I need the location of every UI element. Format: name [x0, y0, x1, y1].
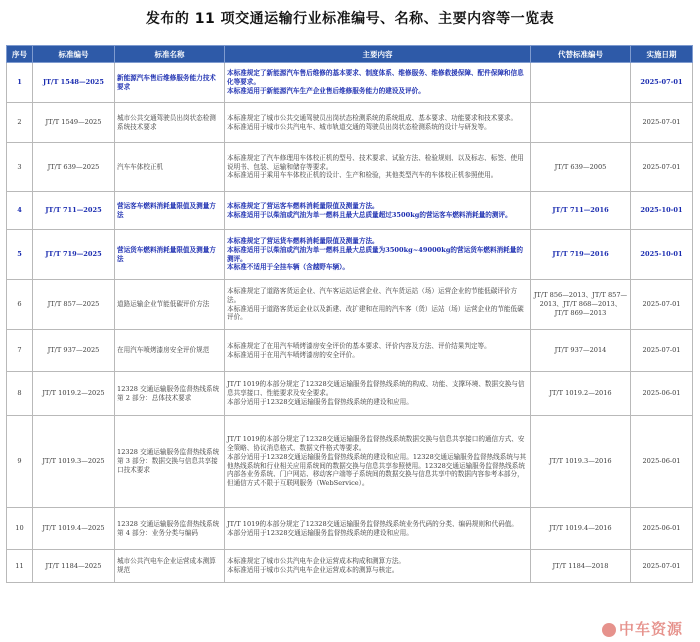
cell-code: JT/T 1548—2025: [33, 63, 115, 103]
cell-replaces: [531, 63, 631, 103]
table-body: [7, 63, 693, 583]
cell-replaces: JT/T 639—2005: [531, 143, 631, 192]
cell-name: 城市公共交通驾驶员出岗状态检测系统技术要求: [115, 103, 225, 143]
header-name: 标准名称: [115, 46, 225, 63]
page-title: 发布的 11 项交通运输行业标准编号、名称、主要内容等一览表: [145, 11, 555, 27]
table-row: [7, 280, 693, 330]
content-line: 本部分适用于12328交通运输服务监督热线系统的建设和应用。: [227, 397, 413, 406]
cell-date: 2025-06-01: [631, 508, 693, 550]
cell-date: 2025-07-01: [631, 63, 693, 103]
table-row: [7, 143, 693, 192]
content-line: 本标准适用于道路客货运企业以及新建、改扩建和在用的汽车客（货）运站（场）运营企业的节能低碳评价。: [227, 304, 524, 322]
cell-index: 4: [7, 192, 33, 230]
cell-name: 营运客车燃料消耗量限值及测量方法: [115, 192, 225, 230]
cell-name: 城市公共汽电车企业运营成本测算规范: [115, 550, 225, 583]
content-line: 本标准适用于新能源汽车生产企业售后维修服务能力的建设及评价。: [227, 86, 425, 95]
cell-code: JT/T 1019.3—2025: [33, 416, 115, 508]
cell-index: 9: [7, 416, 33, 508]
cell-content: [225, 330, 531, 372]
content-line: 本标准适用于以柴油或汽油为单一燃料且最大总质量为3500kg~49000kg的营运货车燃料消耗量的测评。: [227, 245, 523, 263]
content-line: 本部分适用于12328交通运输服务监督热线系统的建设和应用。: [227, 528, 413, 537]
content-line: 本标准适用于乘用车车体校正机的设计、生产和检验，其他类型汽车的车体校正机参照使用。: [227, 171, 498, 180]
cell-name: 12328 交通运输服务监督热线系统 第 2 部分：总体技术要求: [115, 372, 225, 416]
table-row: [7, 63, 693, 103]
header-code: 标准编号: [33, 46, 115, 63]
content-line: 本标准规定了汽车修理用车体校正机的型号、技术要求、试验方法、检验规则、以及标志、标签、使用说明书、包装、运输和储存等要求。: [227, 153, 524, 171]
header-date: 实施日期: [631, 46, 693, 63]
cell-replaces: JT/T 719—2016: [531, 230, 631, 280]
cell-content: [225, 230, 531, 280]
cell-code: JT/T 937—2025: [33, 330, 115, 372]
header-index: 序号: [7, 46, 33, 63]
content-line: 本标准适用于以柴油或汽油为单一燃料且最大总质量超过3500kg的营运客车燃料消耗量的测评。: [227, 210, 512, 219]
cell-date: 2025-07-01: [631, 550, 693, 583]
content-line: JT/T 1019的本部分规定了12328交通运输服务监督热线系统业务代码的分类、编码规则和代码值。: [227, 519, 518, 528]
content-line: 本标准适用于在用汽车喷烤漆房的安全评价。: [227, 350, 359, 359]
cell-code: JT/T 857—2025: [33, 280, 115, 330]
cell-content: [225, 63, 531, 103]
content-line: 本标准适用于城市公共汽电车、城市轨道交通的驾驶员出岗状态检测系统的设计与研发等。: [227, 122, 491, 131]
table-row: [7, 550, 693, 583]
cell-name: 营运货车燃料消耗量限值及测量方法: [115, 230, 225, 280]
cell-replaces: JT/T 856—2013、JT/T 857—2013、JT/T 868—2013、JT/T 869—2013: [531, 280, 631, 330]
cell-content: [225, 416, 531, 508]
cell-code: JT/T 719—2025: [33, 230, 115, 280]
content-line: JT/T 1019的本部分规定了12328交通运输服务监督热线系统数据交换与信息共享接口的通信方式、安全策略、协议消息格式、数据文件格式等要求。: [227, 434, 525, 452]
cell-index: 5: [7, 230, 33, 280]
cell-name: 12328 交通运输服务监督热线系统 第 4 部分：业务分类与编码: [115, 508, 225, 550]
cell-index: 7: [7, 330, 33, 372]
cell-content: [225, 550, 531, 583]
content-line: 本部分适用于12328交通运输服务监督热线系统的建设和应用。12328交通运输服务监督热线系统与其他热线系统和行业相关应用系统间的数据交换与信息共享参照使用。12328交通运输服务监督热线系统内部各业务系统、门户网站、移动客户端等子系统间的数据交换与信息共享中的数据内容参考本部分，但通信方式不限于互联网服务（WebService）。: [227, 452, 527, 488]
cell-replaces: JT/T 1184—2018: [531, 550, 631, 583]
table-header-row: [7, 46, 693, 63]
standards-table: [6, 45, 693, 583]
cell-index: 10: [7, 508, 33, 550]
cell-replaces: JT/T 1019.4—2016: [531, 508, 631, 550]
table-row: [7, 416, 693, 508]
cell-code: JT/T 1549—2025: [33, 103, 115, 143]
cell-replaces: JT/T 937—2014: [531, 330, 631, 372]
table-row: [7, 330, 693, 372]
cell-date: 2025-06-01: [631, 372, 693, 416]
cell-index: 8: [7, 372, 33, 416]
content-line: 本标准规定了道路客货运企业、汽车客运站运营企业、汽车货运站（场）运营企业的节能低碳评价方法。: [227, 286, 518, 304]
cell-date: 2025-06-01: [631, 416, 693, 508]
content-line: 本标准不适用于全挂车辆（含越野车辆）。: [227, 263, 349, 272]
watermark-logo-icon: [602, 623, 616, 637]
cell-index: 3: [7, 143, 33, 192]
content-line: 本标准规定了城市公共汽电车企业运营成本构成和测算方法。: [227, 557, 406, 566]
cell-replaces: JT/T 1019.3—2016: [531, 416, 631, 508]
table-row: [7, 372, 693, 416]
cell-name: 在用汽车喷烤漆房安全评价规范: [115, 330, 225, 372]
cell-code: JT/T 1184—2025: [33, 550, 115, 583]
cell-date: 2025-10-01: [631, 192, 693, 230]
content-line: 本标准规定了在用汽车喷烤漆房安全评价的基本要求、评价内容及方法、评价结果判定等。: [227, 341, 491, 350]
table-row: [7, 103, 693, 143]
cell-replaces: JT/T 1019.2—2016: [531, 372, 631, 416]
cell-name: 12328 交通运输服务监督热线系统 第 3 部分：数据交换与信息共享接口技术要求: [115, 416, 225, 508]
cell-content: [225, 143, 531, 192]
table-row: [7, 230, 693, 280]
cell-date: 2025-07-01: [631, 330, 693, 372]
content-line: 本标准规定了城市公共交通驾驶员出岗状态检测系统的系统组成、基本要求、功能要求和技术要求。: [227, 113, 518, 122]
cell-name: 新能源汽车售后维修服务能力技术要求: [115, 63, 225, 103]
cell-index: 11: [7, 550, 33, 583]
content-line: 本标准规定了营运货车燃料消耗量限值及测量方法。: [227, 236, 379, 245]
cell-code: JT/T 1019.4—2025: [33, 508, 115, 550]
cell-replaces: [531, 103, 631, 143]
header-replaces: 代替标准编号: [531, 46, 631, 63]
content-line: JT/T 1019的本部分规定了12328交通运输服务监督热线系统的构成、功能、支撑环境、数据交换与信息共享接口、性能要求及安全要求。: [227, 380, 525, 398]
cell-date: 2025-07-01: [631, 280, 693, 330]
cell-content: [225, 103, 531, 143]
watermark: [602, 618, 694, 640]
cell-index: 2: [7, 103, 33, 143]
content-line: 本标准规定了新能源汽车售后维修的基本要求、制度体系、维修服务、维修救援保障、配件保障和信息化等要求。: [227, 69, 524, 87]
cell-index: 6: [7, 280, 33, 330]
cell-content: [225, 372, 531, 416]
header-content: 主要内容: [225, 46, 531, 63]
cell-code: JT/T 711—2025: [33, 192, 115, 230]
content-line: 本标准规定了营运客车燃料消耗量限值及测量方法。: [227, 201, 379, 210]
cell-name: 道路运输企业节能低碳评价方法: [115, 280, 225, 330]
cell-content: [225, 508, 531, 550]
table-row: [7, 192, 693, 230]
cell-date: 2025-10-01: [631, 230, 693, 280]
cell-date: 2025-07-01: [631, 103, 693, 143]
table-row: [7, 508, 693, 550]
content-line: 本标准适用于城市公共汽电车企业运营成本的测算与核定。: [227, 566, 399, 574]
cell-content: [225, 280, 531, 330]
cell-index: 1: [7, 63, 33, 103]
cell-code: JT/T 1019.2—2025: [33, 372, 115, 416]
cell-code: JT/T 639—2025: [33, 143, 115, 192]
cell-content: [225, 192, 531, 230]
cell-name: 汽车车体校正机: [115, 143, 225, 192]
cell-replaces: JT/T 711—2016: [531, 192, 631, 230]
cell-date: 2025-07-01: [631, 143, 693, 192]
watermark-text: 中车资源: [619, 620, 684, 638]
